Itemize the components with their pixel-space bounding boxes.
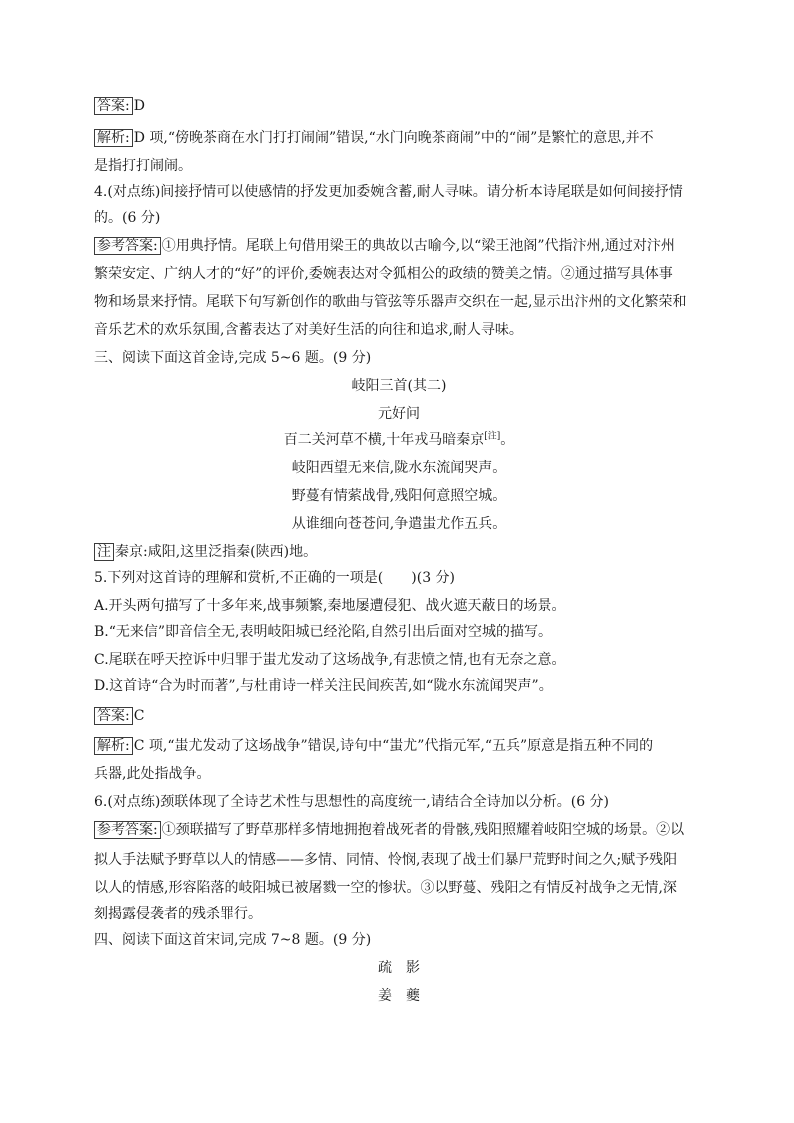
analysis-text: C 项,“蚩尤发动了这场战争”错误,诗句中“蚩尤”代指元军,“五兵”原意是指五种不同的 <box>133 738 654 754</box>
q5-option-b: B.“无来信”即音信全无,表明岐阳城已经沦陷,自然引出后面对空城的描写。 <box>94 624 552 640</box>
q4-reference-answer <box>94 236 704 256</box>
poem-line-4: 从谁细向苍苍问,争遣蚩尤作五兵。 <box>291 516 507 532</box>
q6-question: 6.(对点练)颈联体现了全诗艺术性与思想性的高度统一,请结合全诗加以分析。(6 分) <box>94 794 610 810</box>
poem-author: 姜 夔 <box>378 988 420 1004</box>
q5-option-a: A.开头两句描写了十多年来,战事频繁,秦地屡遭侵犯、战火遮天蔽日的场景。 <box>94 598 566 614</box>
analysis-label: 解析: <box>94 737 133 755</box>
q6-reference-answer <box>94 820 704 840</box>
reference-answer-text: ①用典抒情。尾联上句借用梁王的典故以古喻今,以“梁王池阁”代指汴州,通过对汴州 <box>161 238 675 254</box>
poem-title: 疏 影 <box>378 960 420 976</box>
answer-label: 答案: <box>94 707 133 725</box>
poem-line-3: 野蔓有情萦战骨,残阳何意照空城。 <box>291 488 507 504</box>
poem-author: 元好问 <box>378 406 420 422</box>
q4-reference-line-3: 物和场景来抒情。尾联下句写新创作的歌曲与管弦等乐器声交织在一起,显示出汴州的文化繁荣和 <box>94 294 687 310</box>
reference-answer-text: ①颈联描写了野草那样多情地拥抱着战死者的骨骸,残阳照耀着岐阳空城的场景。②以 <box>161 822 685 838</box>
q5-analysis-line-2: 兵器,此处指战争。 <box>94 766 211 782</box>
answer-value: D <box>133 98 145 114</box>
q6-reference-line-4: 刻揭露侵袭者的残杀罪行。 <box>94 906 262 922</box>
q4-question-cont: 的。(6 分) <box>94 210 161 226</box>
q5-question: 5.下列对这首诗的理解和赏析,不正确的一项是( )(3 分) <box>94 570 456 586</box>
q4-reference-line-4: 音乐艺术的欢乐氛围,含蓄表达了对美好生活的向往和追求,耐人寻味。 <box>94 322 523 338</box>
q5-answer-line <box>94 706 704 726</box>
poem-line-2: 岐阳西望无来信,陇水东流闻哭声。 <box>291 460 507 476</box>
poem-line-1 <box>94 430 704 450</box>
note-label: 注 <box>94 543 114 561</box>
poem-note <box>94 542 704 562</box>
q5-option-d: D.这首诗“合为时而著”,与杜甫诗一样关注民间疾苦,如“陇水东流闻哭声”。 <box>94 678 553 694</box>
section-heading: 三、阅读下面这首金诗,完成 5~6 题。(9 分) <box>94 350 372 366</box>
reference-answer-label: 参考答案: <box>94 237 161 255</box>
poem-line-1-end: 。 <box>500 432 515 448</box>
q5-analysis-line <box>94 736 704 756</box>
q4-reference-line-2: 繁荣安定、广纳人才的“好”的评价,委婉表达对令狐相公的政绩的赞美之情。②通过描写具体事 <box>94 266 673 282</box>
q5-option-c: C.尾联在呼天控诉中归罪于蚩尤发动了这场战争,有悲愤之情,也有无奈之意。 <box>94 652 566 668</box>
analysis-label: 解析: <box>94 129 133 147</box>
q6-reference-line-3: 以人的情感,形容陷落的岐阳城已被屠戮一空的惨状。③以野蔓、残阳之有情反衬战争之无情,深 <box>94 880 677 896</box>
q6-reference-line-2: 拟人手法赋予野草以人的情感——多情、同情、怜悯,表现了战士们暴尸荒野时间之久;赋予残阳 <box>94 852 678 868</box>
reference-answer-label: 参考答案: <box>94 821 161 839</box>
poem-line-1-text: 百二关河草不横,十年戎马暗秦京 <box>283 432 485 448</box>
q4-question: 4.(对点练)间接抒情可以使感情的抒发更加委婉含蓄,耐人寻味。请分析本诗尾联是如何间接抒情 <box>94 184 683 200</box>
q3-answer-line <box>94 96 704 116</box>
poem-title: 岐阳三首(其二) <box>351 378 447 394</box>
answer-value: C <box>133 708 145 724</box>
note-marker: [注] <box>484 431 501 442</box>
analysis-text: D 项,“傍晚茶商在水门打打闹闹”错误,“水门向晚茶商闹”中的“闹”是繁忙的意思,并不 <box>133 130 654 146</box>
note-text: 秦京:咸阳,这里泛指秦(陕西)地。 <box>115 544 318 560</box>
section-heading: 四、阅读下面这首宋词,完成 7~8 题。(9 分) <box>94 932 372 948</box>
answer-label: 答案: <box>94 97 133 115</box>
q3-analysis-line <box>94 128 704 148</box>
q3-analysis-line-2: 是指打打闹闹。 <box>94 158 192 174</box>
